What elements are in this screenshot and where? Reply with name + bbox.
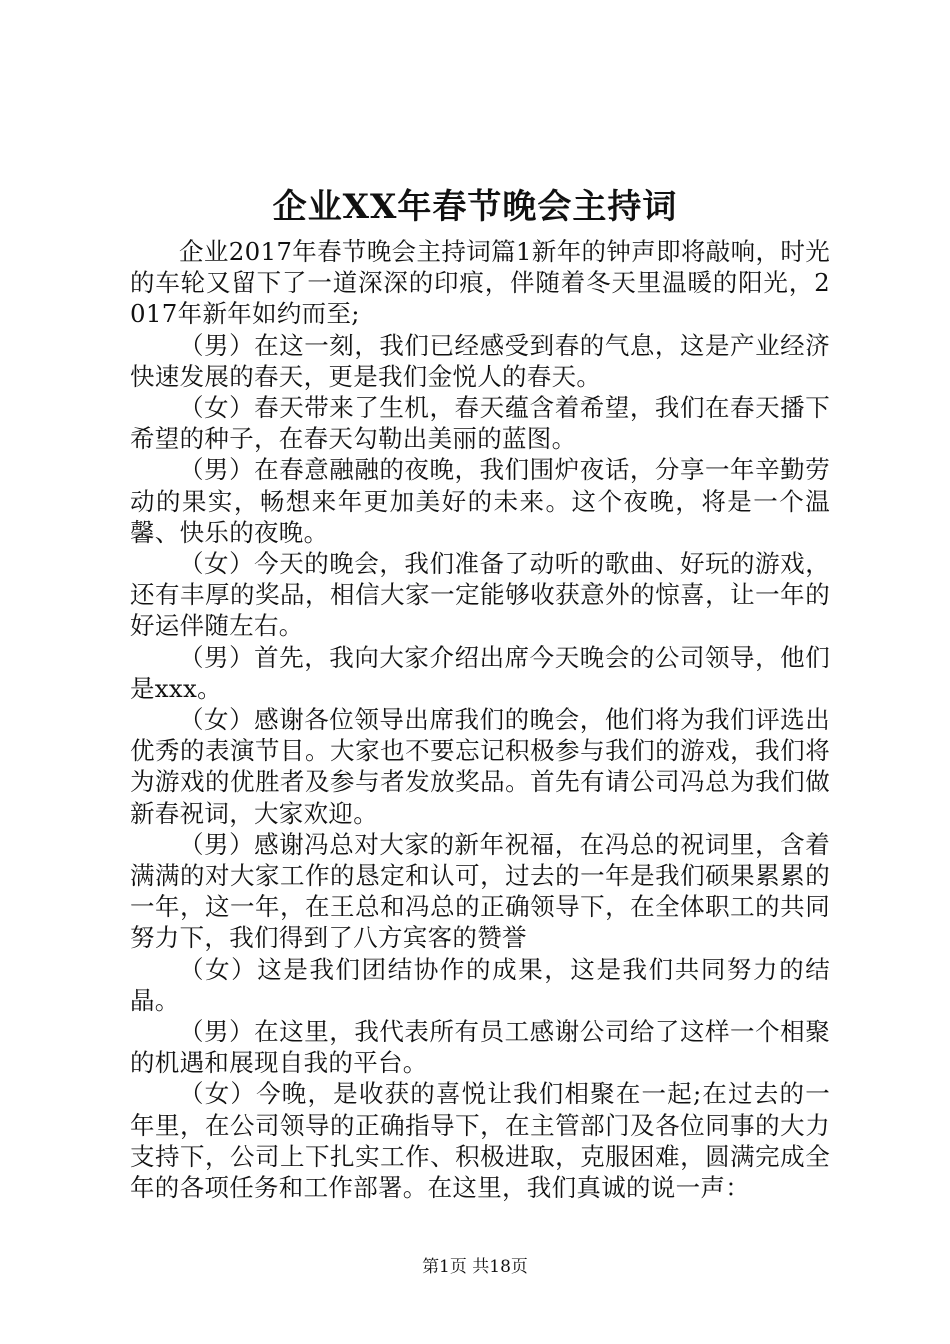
- document-body: [130, 236, 830, 1203]
- paragraph: 企业2017年春节晚会主持词篇1新年的钟声即将敲响，时光的车轮又留下了一道深深的印痕，伴随着冬天里温暖的阳光，2017年新年如约而至;: [130, 237, 830, 329]
- paragraph: （男）感谢冯总对大家的新年祝福，在冯总的祝词里，含着满满的对大家工作的恳定和认可，过去的一年是我们硕果累累的一年，这一年，在王总和冯总的正确领导下，在全体职工的共同努力下，我们得到了八方宾客的赞誉: [130, 829, 830, 953]
- paragraph: （男）在这里，我代表所有员工感谢公司给了这样一个相聚的机遇和展现自我的平台。: [130, 1017, 830, 1078]
- document-title: 企业XX年春节晚会主持词: [272, 187, 678, 227]
- paragraph: （女）春天带来了生机，春天蕴含着希望，我们在春天播下希望的种子，在春天勾勒出美丽的蓝图。: [130, 393, 830, 454]
- paragraph: （女）今晚，是收获的喜悦让我们相聚在一起;在过去的一年里，在公司领导的正确指导下，在主管部门及各位同事的大力支持下，公司上下扎实工作、积极进取，克服困难，圆满完成全年的各项任务和工作部署。在这里，我们真诚的说一声：: [130, 1079, 830, 1203]
- paragraph: （女）今天的晚会，我们准备了动听的歌曲、好玩的游戏，还有丰厚的奖品，相信大家一定能够收获意外的惊喜，让一年的好运伴随左右。: [130, 549, 830, 641]
- paragraph: （女）这是我们团结协作的成果，这是我们共同努力的结晶。: [130, 954, 830, 1015]
- paragraph: （男）首先，我向大家介绍出席今天晚会的公司领导，他们是xxx。: [130, 642, 830, 703]
- paragraph: （男）在春意融融的夜晚，我们围炉夜话，分享一年辛勤劳动的果实，畅想来年更加美好的未来。这个夜晚，将是一个温馨、快乐的夜晚。: [130, 455, 830, 547]
- page-number-footer: 第1页 共18页: [422, 1257, 528, 1277]
- paragraph: （男）在这一刻，我们已经感受到春的气息，这是产业经济快速发展的春天，更是我们金悦人的春天。: [130, 330, 830, 391]
- paragraph: （女）感谢各位领导出席我们的晚会，他们将为我们评选出优秀的表演节目。大家也不要忘记积极参与我们的游戏，我们将为游戏的优胜者及参与者发放奖品。首先有请公司冯总为我们做新春祝词，大家欢迎。: [130, 705, 830, 828]
